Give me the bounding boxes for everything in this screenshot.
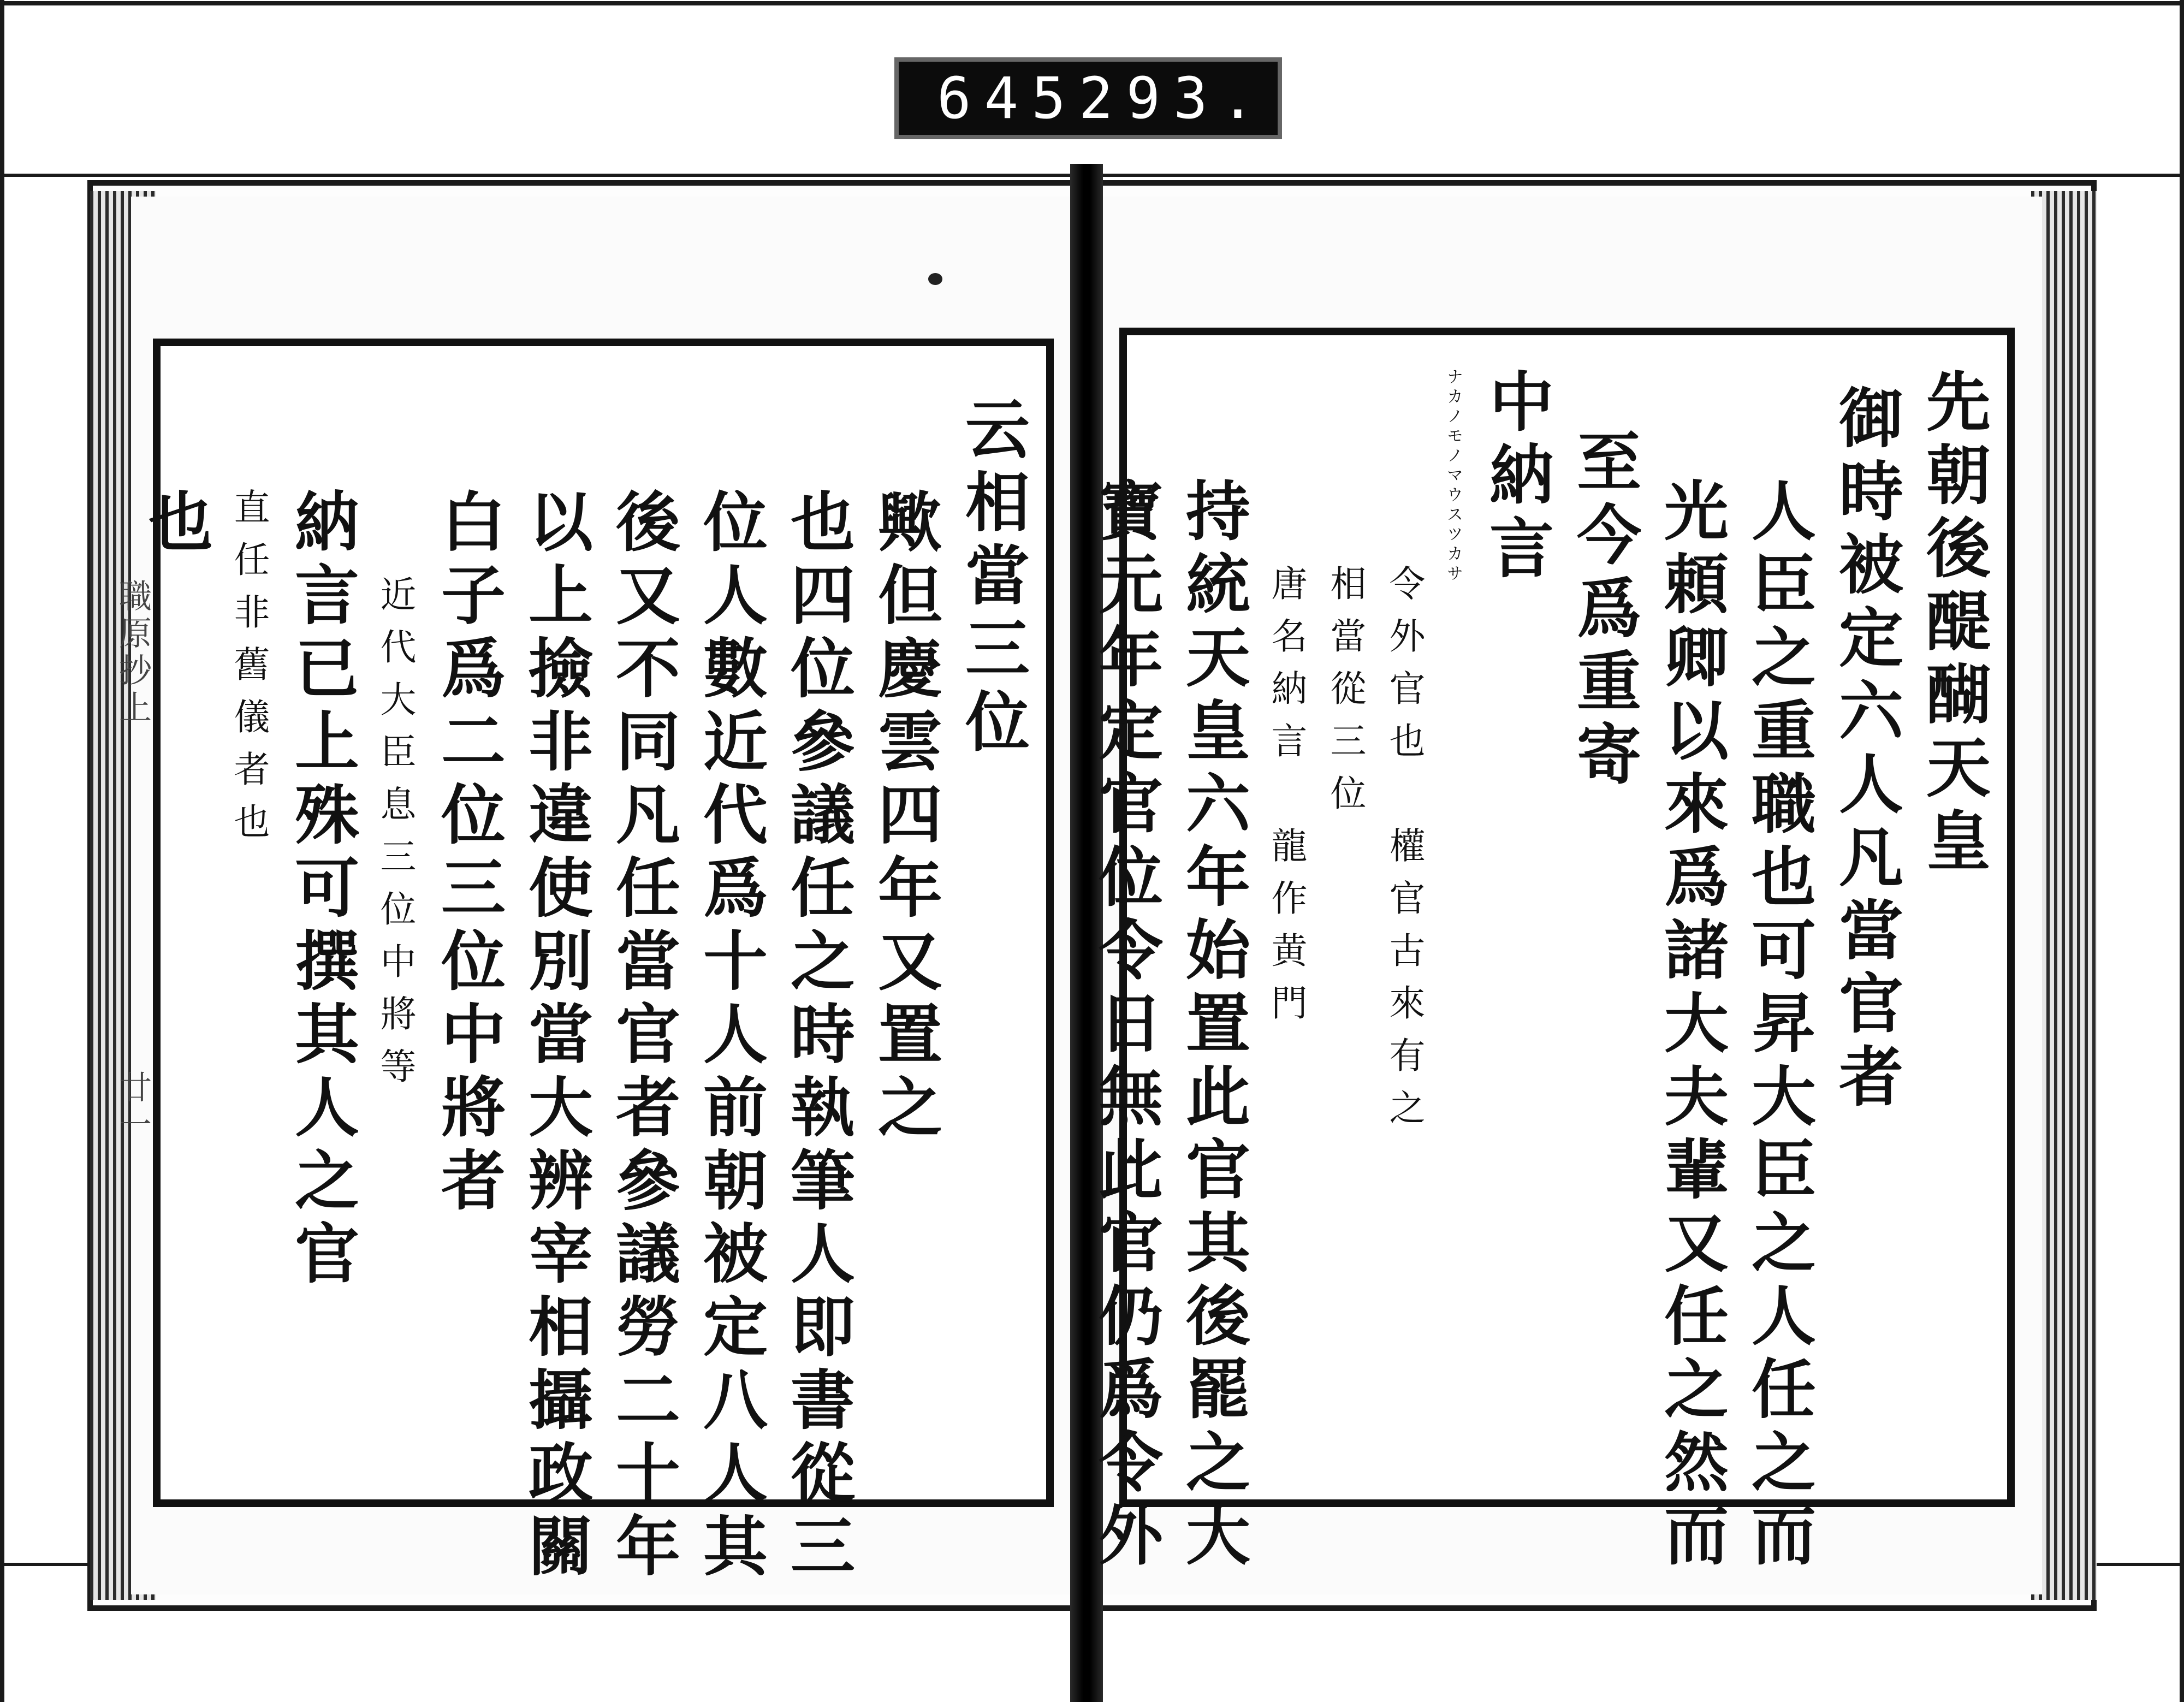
catalog-number-plate	[894, 57, 1282, 139]
right-text-frame	[1088, 328, 2015, 1575]
catalog-number-right: 293.	[1078, 65, 1268, 132]
right-page	[1088, 197, 2042, 1594]
left-text-column: 也四位參議任之時執筆人即書從三	[780, 488, 856, 1586]
left-page	[114, 197, 1070, 1594]
right-text-columns	[1088, 368, 1991, 1575]
left-text-column: 直任非舊儀者也	[228, 488, 270, 855]
scan-frame-left	[0, 0, 4, 1702]
right-text-column: 人臣之重職也可昇大臣之人任之而	[1741, 477, 1817, 1575]
left-text-column: 後又不同凡任當官者參議勞二十年	[605, 488, 681, 1586]
right-text-column: 光頼卿以來爲諸大夫輩又任之然而	[1653, 477, 1729, 1575]
left-text-columns	[138, 379, 1030, 1586]
left-text-column: 納言已上殊可撰其人之官	[284, 488, 360, 1293]
scan-frame-right	[2180, 0, 2184, 1702]
right-text-column: 御時被定六人凡當官者	[1828, 384, 1904, 1116]
left-text-column: 以上撿非違使別當大辨宰相攝政關	[518, 488, 594, 1586]
left-text-column: 也	[138, 488, 213, 561]
left-text-frame	[138, 339, 1054, 1586]
right-text-column: 先朝後醍醐天皇	[1915, 368, 1991, 880]
margin-page-number: 廿一	[114, 1070, 152, 1144]
left-text-column: 云相當三位	[954, 395, 1030, 761]
right-text-column: 至今爲重寄	[1566, 428, 1642, 794]
right-text-column: 中納言	[1479, 368, 1554, 588]
right-text-column: 令外官也 權官古來有之	[1383, 565, 1425, 1141]
right-text-column: 唐名納言 龍作黄門	[1265, 565, 1307, 1036]
left-text-column: 位人數近代爲十人前朝被定八人其	[692, 488, 768, 1586]
right-text-column: 持統天皇六年始置此官其後罷之大	[1175, 477, 1251, 1575]
right-text-column: 寶元年定官位令日無此官仍爲令外	[1088, 477, 1164, 1575]
left-text-column: 近代大臣息三位中將等	[374, 576, 416, 1100]
left-text-column: 歟但慶雲四年又置之	[867, 488, 943, 1147]
furigana-gloss: ナカノモノマウスツカサ	[1444, 368, 1463, 584]
scan-frame-top	[0, 1, 2184, 5]
margin-title: 職原抄上	[114, 579, 152, 727]
ink-spot	[928, 273, 942, 285]
left-text-column: 白子爲二位三位中將者	[430, 488, 506, 1220]
right-text-column: 相當從三位	[1324, 565, 1366, 827]
catalog-number-left: 645	[937, 65, 1079, 132]
